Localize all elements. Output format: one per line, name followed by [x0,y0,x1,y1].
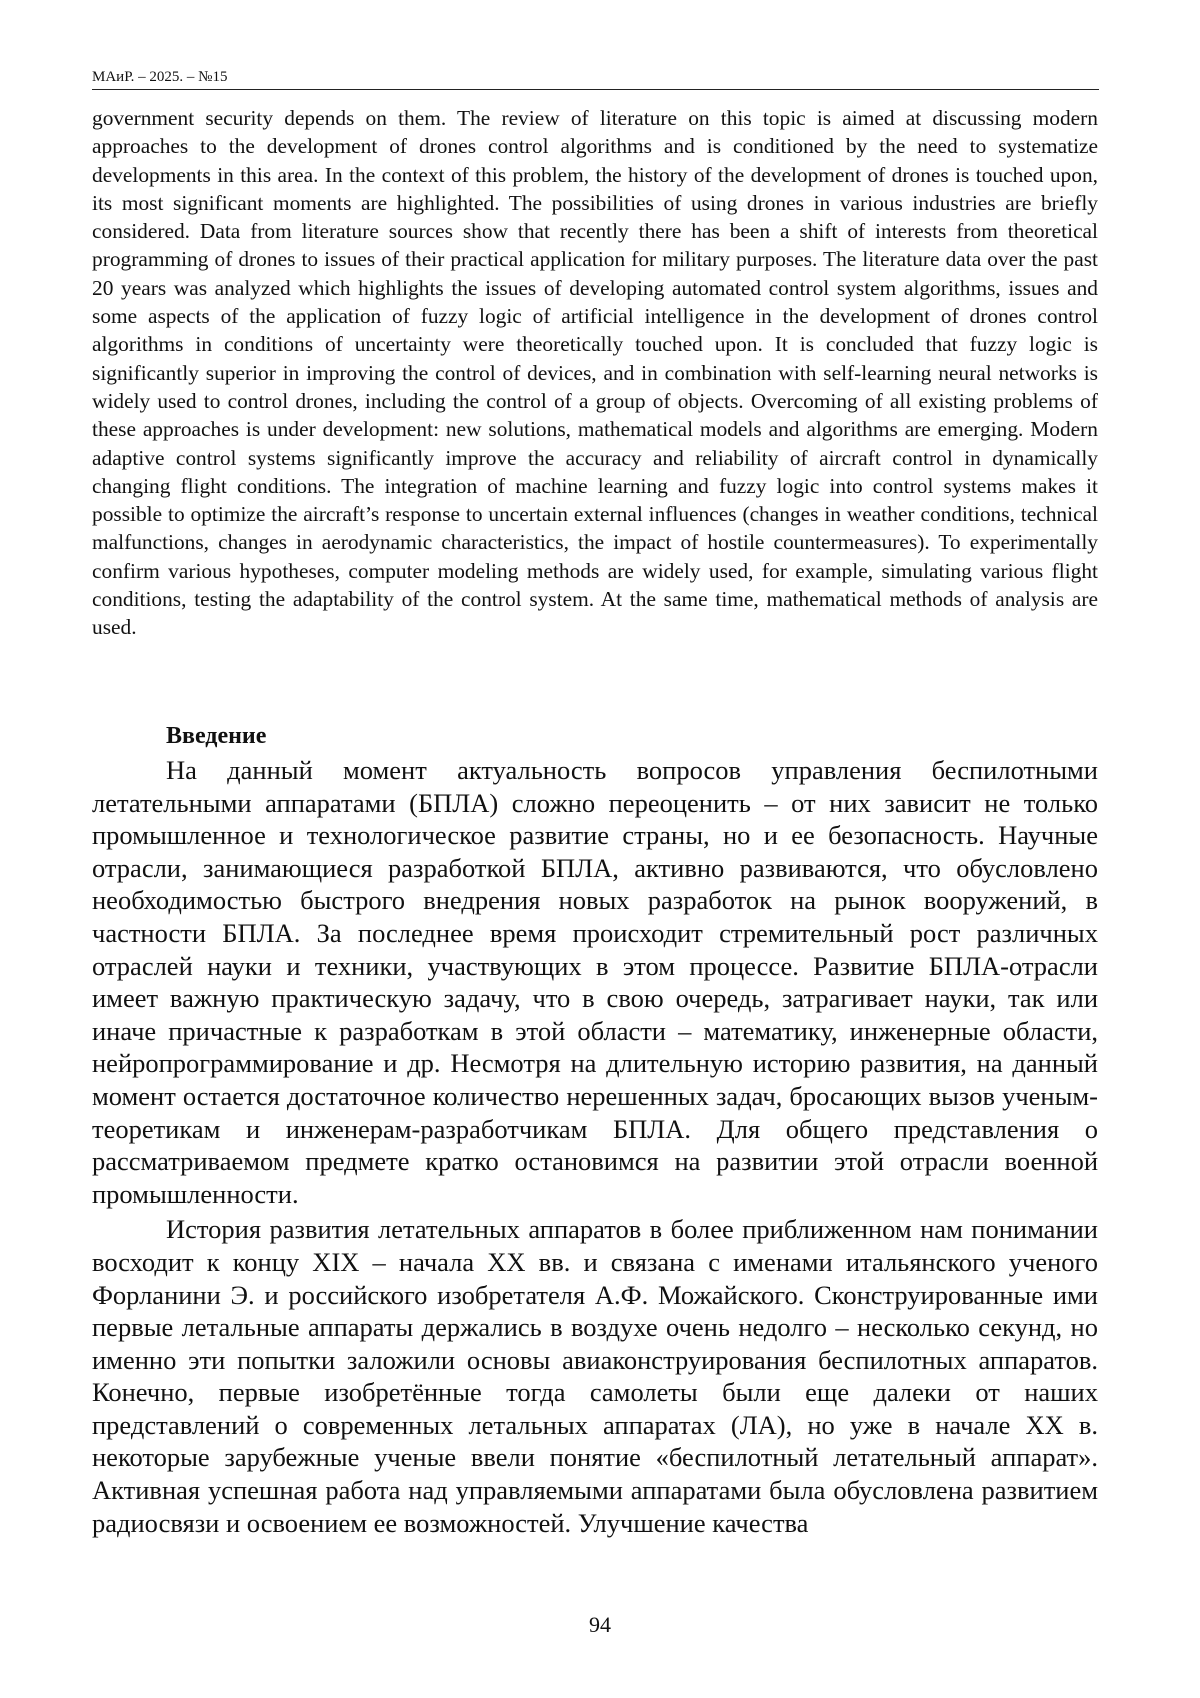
page-number: 94 [589,1612,611,1637]
section-heading-introduction: Введение [166,723,267,749]
header-rule [92,89,1099,90]
running-header: МАиР. – 2025. – №15 [92,69,228,85]
abstract-paragraph: government security depends on them. The review of literature on this topic is aimed at discussing modern approaches to the development of drones control algorithms and is conditioned by the need to systematize developments in this area. In the context of this problem, the history of the development of drones is touched upon, its most significant moments are highlighted. The possibilities of using drones in various industries are briefly considered. Data from literature sources show that recently there has been a shift of interests from theoretical programming of drones to issues of their practical application for military purposes. The literature data over the past 20 years was analyzed which highlights the issues of developing automated control system algorithms, issues and some aspects of the application of fuzzy logic of artificial intelligence in the development of drones control algorithms in conditions of uncertainty were theoretically touched upon. It is concluded that fuzzy logic is significantly superior in improving the control of devices, and in combination with self-learning neural networks is widely used to control drones, including the control of a group of objects. Overcoming of all existing problems of these approaches is under development: new solutions, mathematical models and algorithms are emerging. Modern adaptive control systems significantly improve the accuracy and reliability of aircraft control in dynamically changing flight conditions. The integration of machine learning and fuzzy logic into control systems makes it possible to optimize the aircraft’s response to uncertain external influences (changes in weather conditions, technical malfunctions, changes in aerodynamic characteristics, the impact of hostile countermeasures). To experimentally confirm various hypotheses, computer modeling methods are widely used, for example, simulating various flight conditions, testing the adaptability of the control system. At the same time, mathematical methods of analysis are used. [92,106,1098,640]
body-paragraph-2: История развития летательных аппаратов в более приближенном нам понимании восходит к концу XIX – начала XX вв. и связана с именами итальянского ученого Форланини Э. и российского изобретателя А.Ф. Можайского. Сконструированные ими первые летальные аппараты держались в воздухе очень недолго – несколько секунд, но именно эти попытки заложили основы авиаконструирования беспилотных аппаратов. Конечно, первые изобретённые тогда самолеты были еще далеки от наших представлений о современных летальных аппаратах (ЛА), но уже в начале XX в. некоторые зарубежные ученые ввели понятие «беспилотный летательный аппарат». Активная успешная работа над управляемыми аппаратами была обусловлена развитием радиосвязи и освоением ее возможностей. Улучшение качества [92,1214,1098,1538]
introduction-body [92,754,1098,1542]
body-paragraph-1: На данный момент актуальность вопросов управления беспилотными летательными аппаратами (БПЛА) сложно переоценить – от них зависит не только промышленное и технологическое развитие страны, но и ее безопасность. Научные отрасли, занимающиеся разработкой БПЛА, активно развиваются, что обусловлено необходимостью быстрого внедрения новых разработок на рынок вооружений, в частности БПЛА. За последнее время происходит стремительный рост различных отраслей науки и техники, участвующих в этом процессе. Развитие БПЛА-отрасли имеет важную практическую задачу, что в свою очередь, затрагивает науки, так или иначе причастные к разработкам в этой области – математику, инженерные области, нейропрограммирование и др. Несмотря на длительную историю развития, на данный момент остается достаточное количество нерешенных задач, бросающих вызов ученым-теоретикам и инженерам-разработчикам БПЛА. Для общего представления о рассматриваемом предмете кратко остановимся на развитии этой отрасли военной промышленности. [92,755,1098,1209]
abstract-continuation [92,104,1098,642]
